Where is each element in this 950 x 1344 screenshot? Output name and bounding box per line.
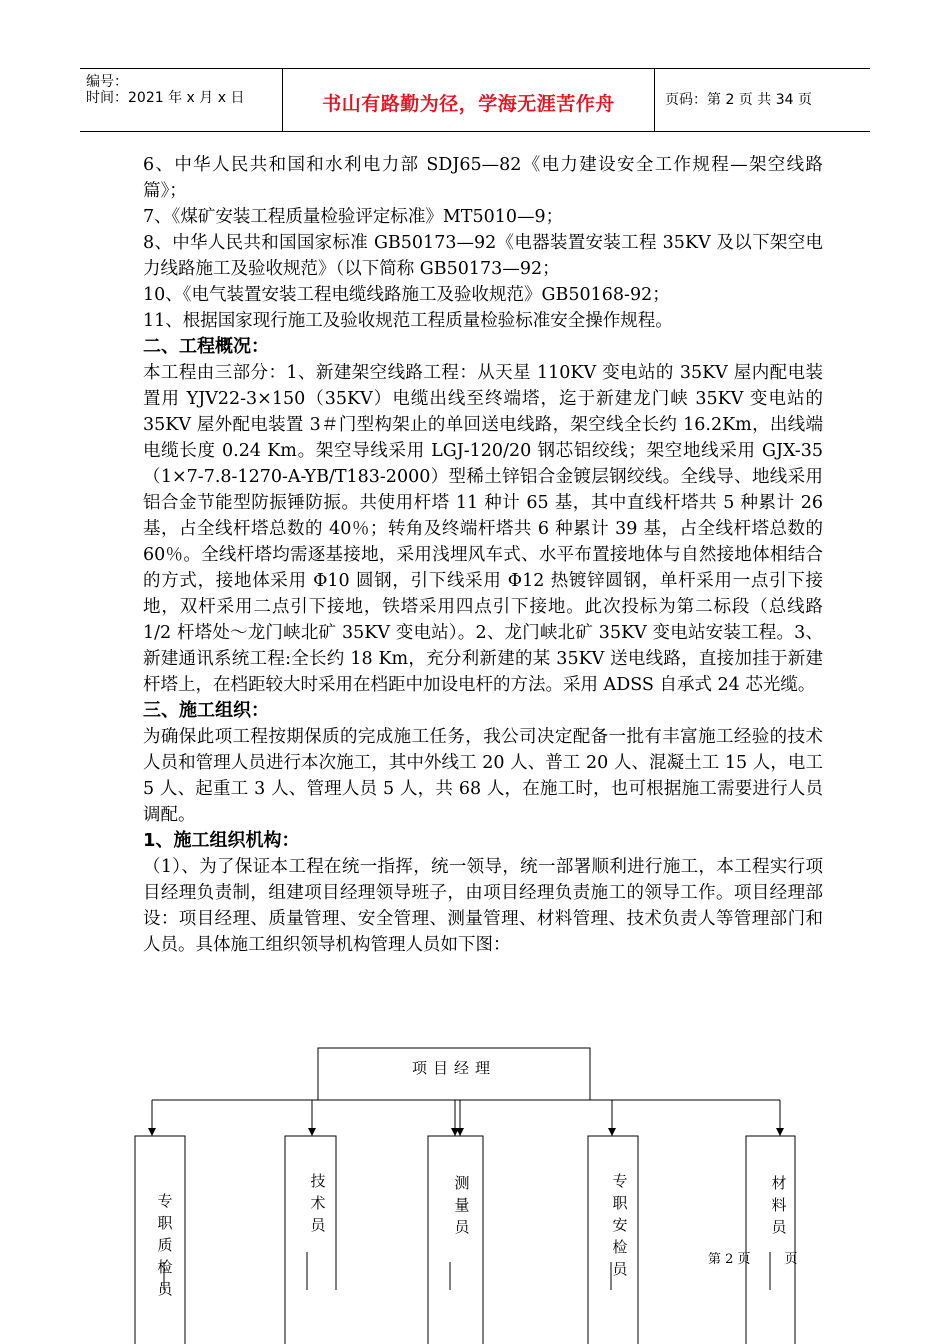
document-number-label: 编号：: [86, 74, 128, 90]
org-node-manager: 项目经理: [411, 1059, 496, 1077]
footer-page-right: 页: [784, 1252, 798, 1267]
org-box-survey: [428, 1136, 483, 1344]
paragraph: 6、中华人民共和国和水利电力部 SDJ65—82《电力建设安全工作规程—架空线路篇》；: [143, 155, 823, 201]
paragraph: （1）、为了保证本工程在统一指挥，统一领导，统一部署顺利进行施工，本工程实行项目经理负责制，组建项目经理领导班子，由项目经理负责施工的领导工作。项目经理部设：项目经理、质量管理、安全管理、测量管理、材料管理、技术负责人等管理部门和人员。具体施工组织领导机构管理人员如下图：: [143, 857, 823, 955]
section-heading: 三、施工组织：: [143, 700, 269, 721]
org-box-material: [746, 1136, 795, 1344]
org-node-safety: 专职安检员: [612, 1172, 628, 1278]
org-node-quality: 专职质检员: [157, 1192, 173, 1298]
footer-page-number: [708, 1248, 798, 1267]
document-date: 时间：2021 年 x 月 x 日: [86, 90, 245, 106]
paragraph: 10、《电气装置安装工程电缆线路施工及验收规范》GB50168-92；: [143, 285, 670, 305]
paragraph: 11、根据国家现行施工及验收规范工程质量检验标准安全操作规程。: [143, 311, 673, 331]
section-heading: 二、工程概况：: [143, 336, 269, 357]
section-heading: 1、施工组织机构：: [143, 830, 300, 851]
org-box-tech: [285, 1136, 336, 1344]
paragraph: 7、《煤矿安装工程质量检验评定标准》MT5010—9；: [143, 207, 564, 227]
header-motto: 书山有路勤为径，学海无涯苦作舟: [322, 93, 615, 115]
org-node-survey: 测量员: [454, 1174, 470, 1236]
footer-page-left: 第 2 页: [708, 1252, 751, 1267]
page-number-info: 页码：第 2 页 共 34 页: [665, 92, 812, 108]
paragraph: 8、中华人民共和国国家标准 GB50173—92《电器装置安装工程 35KV 及以下架空电力线路施工及验收规范》（以下简称 GB50173—92；: [143, 233, 823, 279]
org-node-tech: 技术员: [310, 1172, 326, 1234]
paragraph: 为确保此项工程按期保质的完成施工任务，我公司决定配备一批有丰富施工经验的技术人员和管理人员进行本次施工，其中外线工 20 人、普工 20 人、混凝土工 15 人，电工 5 人、起重工 3 人、管理人员 5 人，共 68 人，在施工时，也可根据施工需要进行人员调配。: [143, 727, 823, 825]
org-node-material: 材料员: [771, 1174, 787, 1236]
paragraph: 本工程由三部分：1、新建架空线路工程：从天星 110KV 变电站的 35KV 屋内配电装置用 YJV22-3×150（35KV）电缆出线至终端塔，迄于新建龙门峡 35KV 变电站的 35KV 屋外配电装置 3＃门型构架止的单回送电线路，架空线全长约 16.2Km，出线端电缆长度 0.24 Km。架空导线采用 LGJ-120/20 钢芯铝绞线；架空地线采用 GJX-35（1×7-7.8-1270-A-YB/T183-2000）型稀土锌铝合金镀层钢绞线。全线导、地线采用铝合金节能型防振锤防振。共使用杆塔 11 种计 65 基，其中直线杆塔共 5 种累计 26 基，占全线杆塔总数的 40％；转角及终端杆塔共 6 种累计 39 基，占全线杆塔总数的 60％。全线杆塔均需逐基接地，采用浅埋风车式、水平布置接地体与自然接地体相结合的方式，接地体采用 Φ10 圆钢，引下线采用 Φ12 热镀锌圆钢，单杆采用一点引下接地，双杆采用二点引下接地，铁塔采用四点引下接地。此次投标为第二标段（总线路 1/2 杆塔处～龙门峡北矿 35KV 变电站）。2、龙门峡北矿 35KV 变电站安装工程。3、新建通讯系统工程:全长约 18 Km，充分利新建的某 35KV 送电线路，直接加挂于新建杆塔上，在档距较大时采用在档距中加设电杆的方法。采用 ADSS 自承式 24 芯光缆。: [143, 363, 823, 695]
